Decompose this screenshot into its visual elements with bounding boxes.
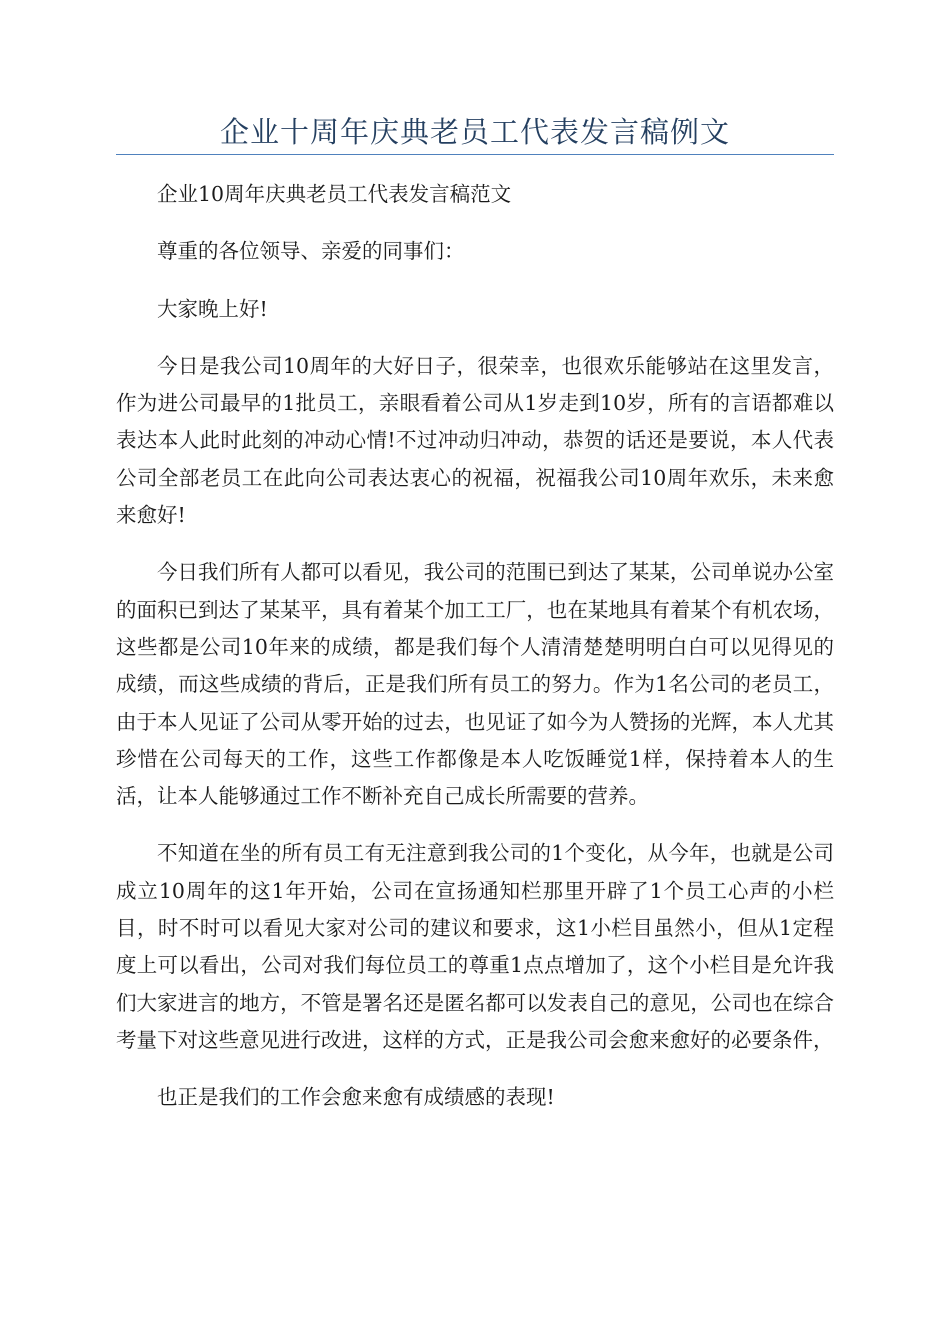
paragraph-salutation: 尊重的各位领导、亲爱的同事们： xyxy=(157,239,465,264)
paragraph: 不知道在坐的所有员工有无注意到我公司的1个变化，从今年，也就是公司成立10周年的这1年开始，公司在宣扬通知栏那里开辟了1个员工心声的小栏目，时不时可以看见大家对公司的建议和要求，这1小栏目虽然小，但从1定程度上可以看出，公司对我们每位员工的尊重1点点增加了，这个小栏目是允许我们大家进言的地方，不管是署名还是匿名都可以发表自己的意见，公司也在综合考量下对这些意见进行改进，这样的方式，正是我公司会愈来愈好的必要条件， xyxy=(116,841,834,1052)
paragraph: 今日是我公司10周年的大好日子，很荣幸，也很欢乐能够站在这里发言，作为进公司最早的1批员工，亲眼看着公司从1岁走到10岁，所有的言语都难以表达本人此时此刻的冲动心情!不过冲动归冲动，恭贺的话还是要说，本人代表公司全部老员工在此向公司表达衷心的祝福，祝福我公司10周年欢乐，未来愈来愈好! xyxy=(116,353,834,528)
paragraph: 也正是我们的工作会愈来愈有成绩感的表现! xyxy=(157,1085,555,1110)
document-title: 企业十周年庆典老员工代表发言稿例文 xyxy=(219,115,730,149)
paragraph: 今日我们所有人都可以看见，我公司的范围已到达了某某，公司单说办公室的面积已到达了某某平，具有着某个加工工厂，也在某地具有着某个有机农场，这些都是公司10年来的成绩，都是我们每个人清清楚楚明明白白可以见得见的成绩，而这些成绩的背后，正是我们所有员工的努力。作为1名公司的老员工，由于本人见证了公司从零开始的过去，也见证了如今为人赞扬的光辉，本人尤其珍惜在公司每天的工作，这些工作都像是本人吃饭睡觉1样，保持着本人的生活，让本人能够通过工作不断补充自己成长所需要的营养。 xyxy=(116,560,834,809)
title-underline xyxy=(116,154,834,155)
paragraph-subtitle: 企业10周年庆典老员工代表发言稿范文 xyxy=(157,182,512,206)
document-body xyxy=(116,176,834,1137)
paragraph-greeting: 大家晚上好! xyxy=(157,296,268,321)
